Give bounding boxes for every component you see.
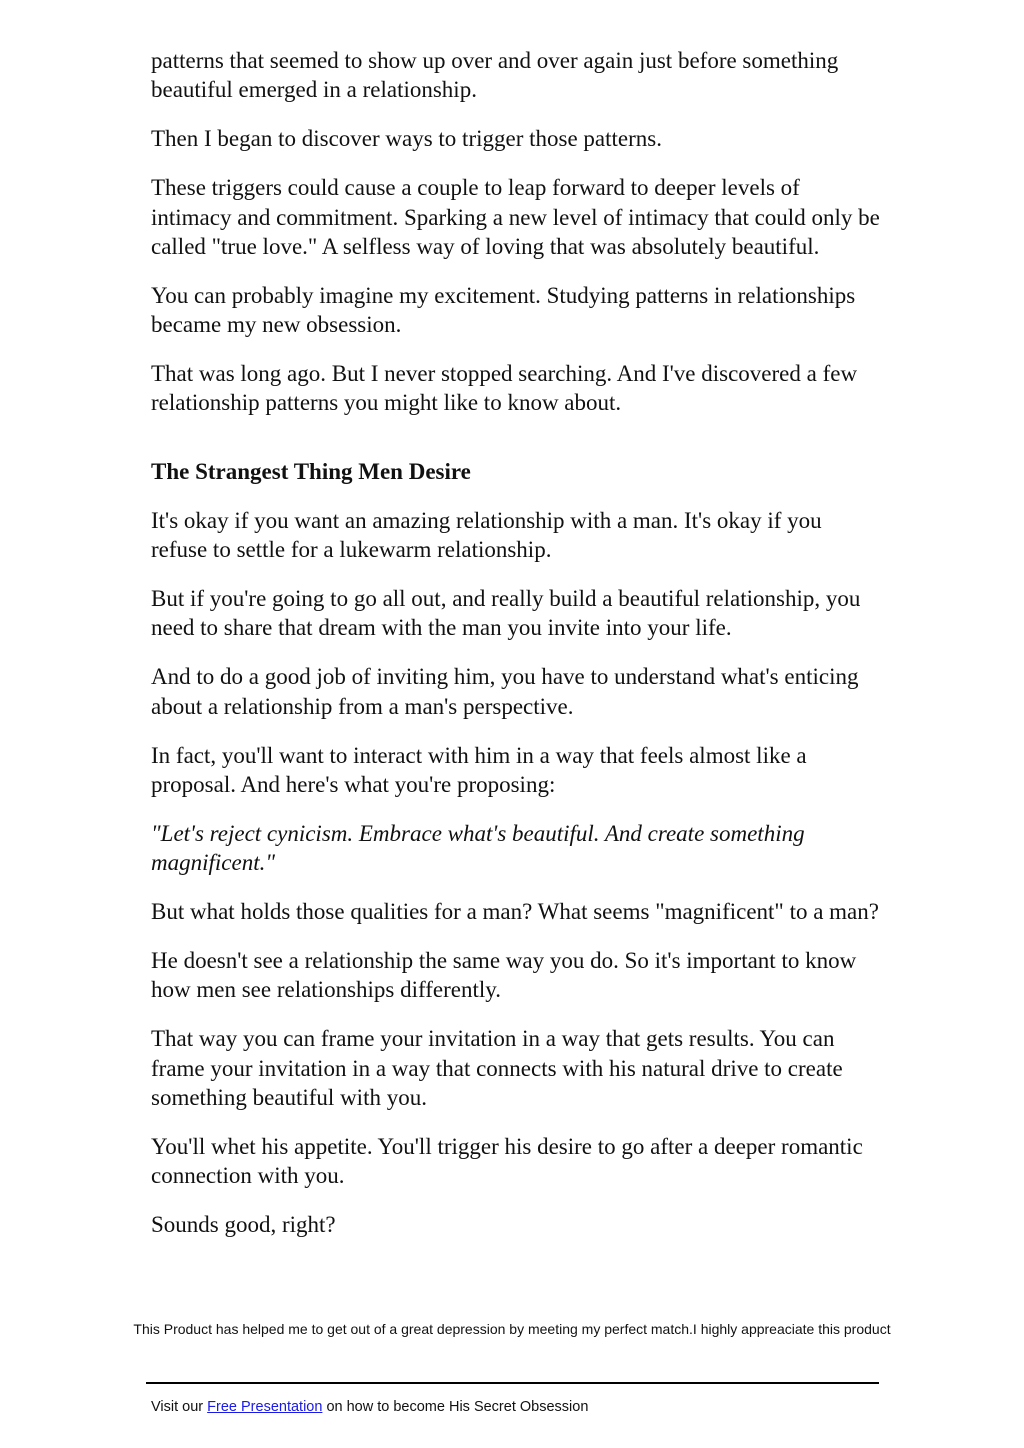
body-paragraph: He doesn't see a relationship the same way you do. So it's important to know how men see relationships differently. [151,948,857,1003]
body-paragraph: That way you can frame your invitation in a way that gets results. You can frame your invitation in a way that connects with his natural drive to create something beautiful with you. [151,1026,843,1110]
body-paragraph: But what holds those qualities for a man? What seems "magnificent" to a man? [151,899,879,925]
body-paragraph: That was long ago. But I never stopped searching. And I've discovered a few relationship patterns you might like to know about. [151,361,858,416]
quote: "Let's reject cynicism. Embrace what's beautiful. And create something magnificent." [151,820,805,876]
body-paragraph: It's okay if you want an amazing relationship with a man. It's okay if you refuse to settle for a lukewarm relationship. [151,507,822,562]
body-paragraph: Then I began to discover ways to trigger those patterns. [151,126,662,152]
body-paragraph: But if you're going to go all out, and really build a beautiful relationship, you need to share that dream with the man you invite into your life. [151,585,861,641]
body-paragraph: You'll whet his appetite. You'll trigger his desire to go after a deeper romantic connection with you. [151,1133,863,1189]
free-presentation-link[interactable]: Free Presentation [207,1399,323,1415]
body-paragraph: These triggers could cause a couple to leap forward to deeper levels of intimacy and commitment. Sparking a new level of intimacy that could only be called "true love." A selfless way of loving that was absolutely beautiful. [151,175,880,259]
footer-prefix: Visit our [151,1399,208,1415]
body-paragraph: patterns that seemed to show up over and over again just before something beautiful emerged in a relationship. [151,48,839,103]
promo-text: This Product has helped me to get out of a great depression by meeting my perfect match.I highly appreaciate this product [133,1321,891,1337]
section-heading: The Strangest Thing Men Desire [151,458,471,484]
body-paragraph: You can probably imagine my excitement. Studying patterns in relationships became my new obsession. [151,282,856,338]
body-paragraph: And to do a good job of inviting him, you have to understand what's enticing about a relationship from a man's perspective. [151,664,859,719]
footer [151,1399,588,1415]
article-body [151,46,881,1259]
body-paragraph: In fact, you'll want to interact with him in a way that feels almost like a proposal. And here's what you're proposing: [151,742,807,797]
footer-suffix: on how to become His Secret Obsession [322,1399,589,1415]
footer-divider [146,1382,879,1384]
body-paragraph: Sounds good, right? [151,1212,336,1238]
